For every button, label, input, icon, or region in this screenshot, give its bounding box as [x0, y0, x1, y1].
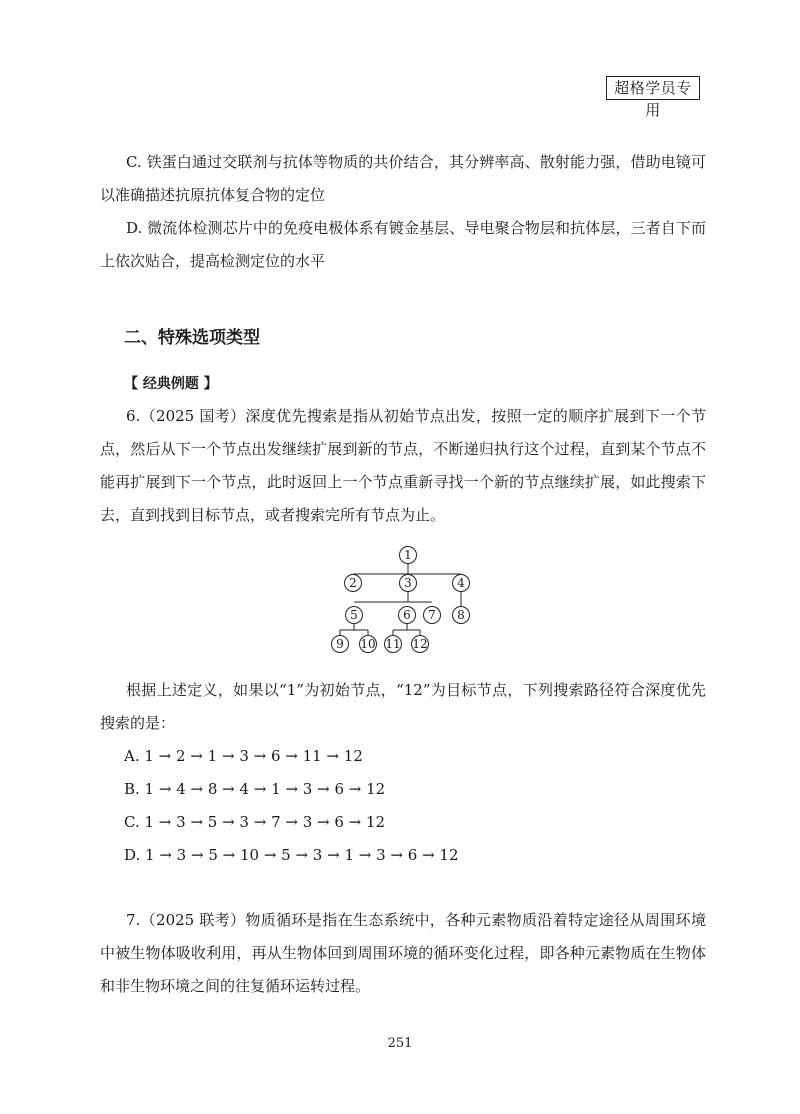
question-6-option-a[interactable]: A. 1 → 2 → 1 → 3 → 6 → 11 → 12: [124, 747, 363, 765]
page-number: 251: [387, 1036, 413, 1051]
question-6-option-b[interactable]: B. 1 → 4 → 8 → 4 → 1 → 3 → 6 → 12: [124, 780, 386, 798]
option-d-text: D. 微流体检测芯片中的免疫电极体系有镀金基层、导电聚合物层和抗体层，三者自下而上依次贴合，提高检测定位的水平: [100, 219, 706, 270]
option-c-text: C. 铁蛋白通过交联剂与抗体等物质的共价结合，其分辨率高、散射能力强，借助电镜可以准确描述抗原抗体复合物的定位: [100, 153, 706, 204]
question-6-prompt: 根据上述定义，如果以“1”为初始节点，“12”为目标节点，下列搜索路径符合深度优先搜索的是：: [100, 681, 706, 732]
question-6-option-c[interactable]: C. 1 → 3 → 5 → 3 → 7 → 3 → 6 → 12: [124, 813, 386, 831]
question-6-option-d[interactable]: D. 1 → 3 → 5 → 10 → 5 → 3 → 1 → 3 → 6 → 12: [124, 846, 459, 864]
tree-node-label-1: 1: [404, 548, 412, 562]
tree-node-label-10: 10: [360, 637, 376, 651]
tree-node-label-4: 4: [457, 576, 465, 590]
tree-node-label-2: 2: [349, 576, 357, 590]
tree-node-label-7: 7: [428, 608, 436, 622]
tree-node-label-5: 5: [350, 608, 358, 622]
tree-node-label-11: 11: [385, 637, 401, 651]
tree-node-label-12: 12: [412, 637, 428, 651]
question-7-stem: 7.（2025 联考）物质循环是指在生态系统中，各种元素物质沿着特定途径从周围环境中被生物体吸收利用，再从生物体回到周围环境的循环变化过程，即各种元素物质在生物体和非生物环境之间的往复循环运转过程。: [100, 911, 706, 995]
example-label: 【 经典例题 】: [124, 376, 218, 392]
tree-node-label-6: 6: [403, 608, 411, 622]
section-title: 二、特殊选项类型: [124, 328, 260, 348]
exclusive-use-stamp: 超格学员专用: [606, 76, 700, 100]
search-tree-diagram: [326, 538, 486, 662]
tree-node-label-3: 3: [404, 576, 412, 590]
tree-node-label-9: 9: [336, 637, 344, 651]
question-6-stem: 6.（2025 国考）深度优先搜索是指从初始节点出发，按照一定的顺序扩展到下一个节点，然后从下一个节点出发继续扩展到新的节点，不断递归执行这个过程，直到某个节点不能再扩展到下一个节点，此时返回上一个节点重新寻找一个新的节点继续扩展，如此搜索下去，直到找到目标节点，或者搜索完所有节点为止。: [100, 407, 706, 524]
tree-node-label-8: 8: [457, 608, 465, 622]
